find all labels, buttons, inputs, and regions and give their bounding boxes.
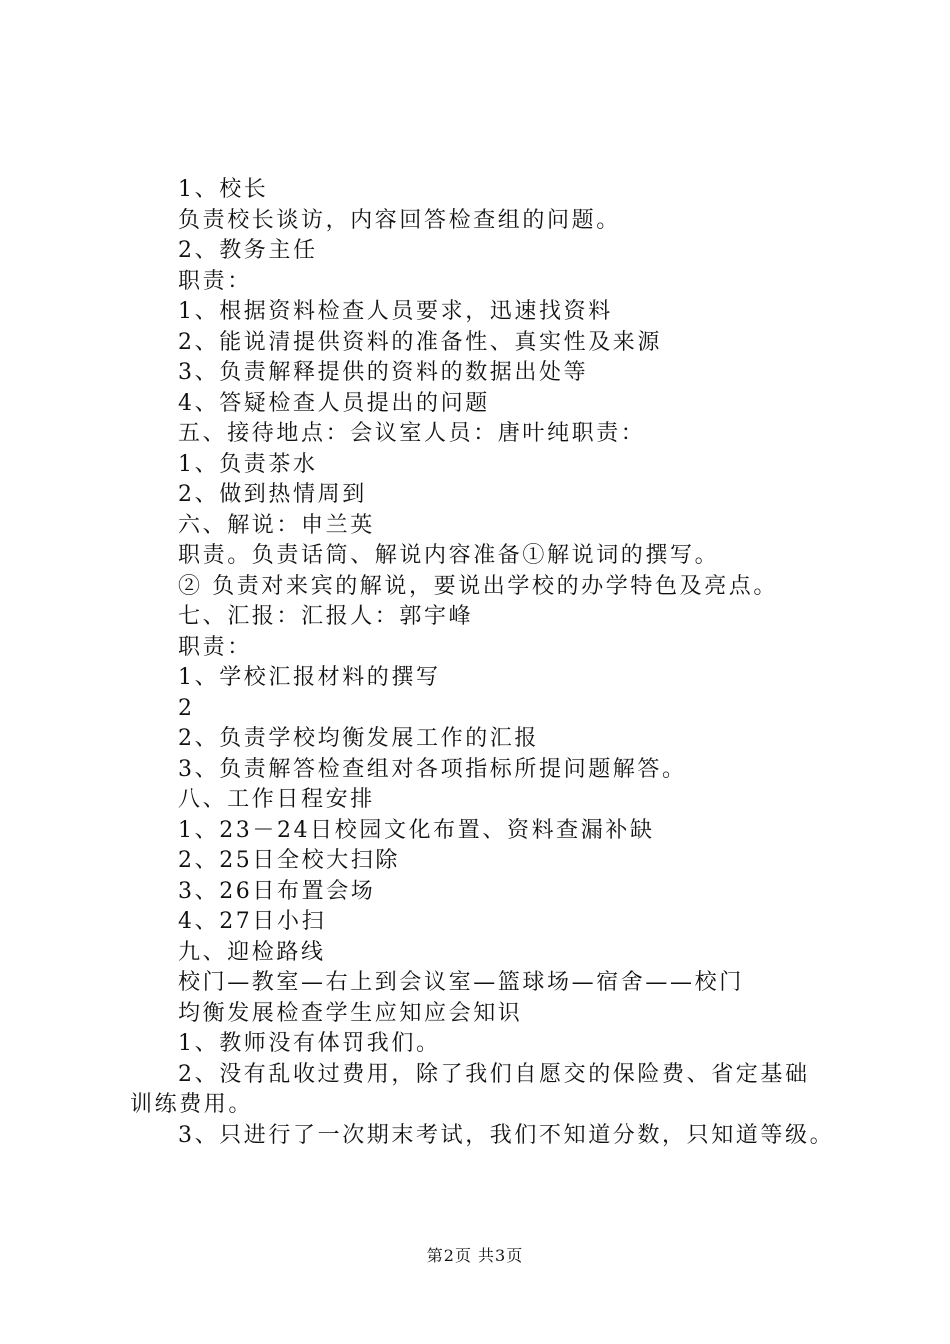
text-line: 职责。负责话筒、解说内容准备①解说词的撰写。	[178, 543, 720, 568]
text-line: 1、23－24日校园文化布置、资料查漏补缺	[178, 818, 655, 843]
text-line: 职责：	[178, 269, 252, 294]
text-line: 3、只进行了一次期末考试，我们不知道分数，只知道等级。	[178, 1123, 835, 1148]
text-line: 训练费用。	[130, 1092, 254, 1117]
text-line: 1、负责茶水	[178, 452, 318, 477]
text-line: 2、负责学校均衡发展工作的汇报	[178, 726, 539, 751]
text-line: 1、根据资料检查人员要求，迅速找资料	[178, 299, 613, 324]
text-line: 3、负责解释提供的资料的数据出处等	[178, 360, 589, 385]
text-line: 4、27日小扫	[178, 909, 327, 934]
text-line: 九、迎检路线	[178, 940, 326, 965]
text-line: 4、答疑检查人员提出的问题	[178, 391, 490, 416]
text-line: 1、校长	[178, 177, 269, 202]
text-line: 职责：	[178, 635, 252, 660]
text-line: 1、教师没有体罚我们。	[178, 1031, 441, 1056]
text-line: 2、教务主任	[178, 238, 318, 263]
text-line: 3、负责解答检查组对各项指标所提问题解答。	[178, 757, 687, 782]
text-line: 校门—教室—右上到会议室—篮球场—宿舍——校门	[178, 970, 744, 995]
text-line: 七、汇报：汇报人：郭宇峰	[178, 604, 474, 629]
text-line: 六、解说：申兰英	[178, 513, 375, 538]
text-line: 负责校长谈访，内容回答检查组的问题。	[178, 208, 621, 233]
text-line: 2、没有乱收过费用，除了我们自愿交的保险费、省定基础	[178, 1062, 810, 1087]
text-line: 3、26日布置会场	[178, 879, 376, 904]
text-line: 五、接待地点：会议室人员：唐叶纯职责：	[178, 421, 646, 446]
text-line: 1、学校汇报材料的撰写	[178, 665, 441, 690]
text-line: 均衡发展检查学生应知应会知识	[178, 1001, 523, 1026]
text-line: 2、25日全校大扫除	[178, 848, 400, 873]
text-line: ② 负责对来宾的解说，要说出学校的办学特色及亮点。	[178, 574, 778, 599]
text-line: 2	[178, 696, 195, 721]
text-line: 2、能说清提供资料的准备性、真实性及来源	[178, 330, 662, 355]
text-line: 2、做到热情周到	[178, 482, 367, 507]
page-number: 第2页 共3页	[426, 1246, 524, 1265]
text-line: 八、工作日程安排	[178, 787, 375, 812]
